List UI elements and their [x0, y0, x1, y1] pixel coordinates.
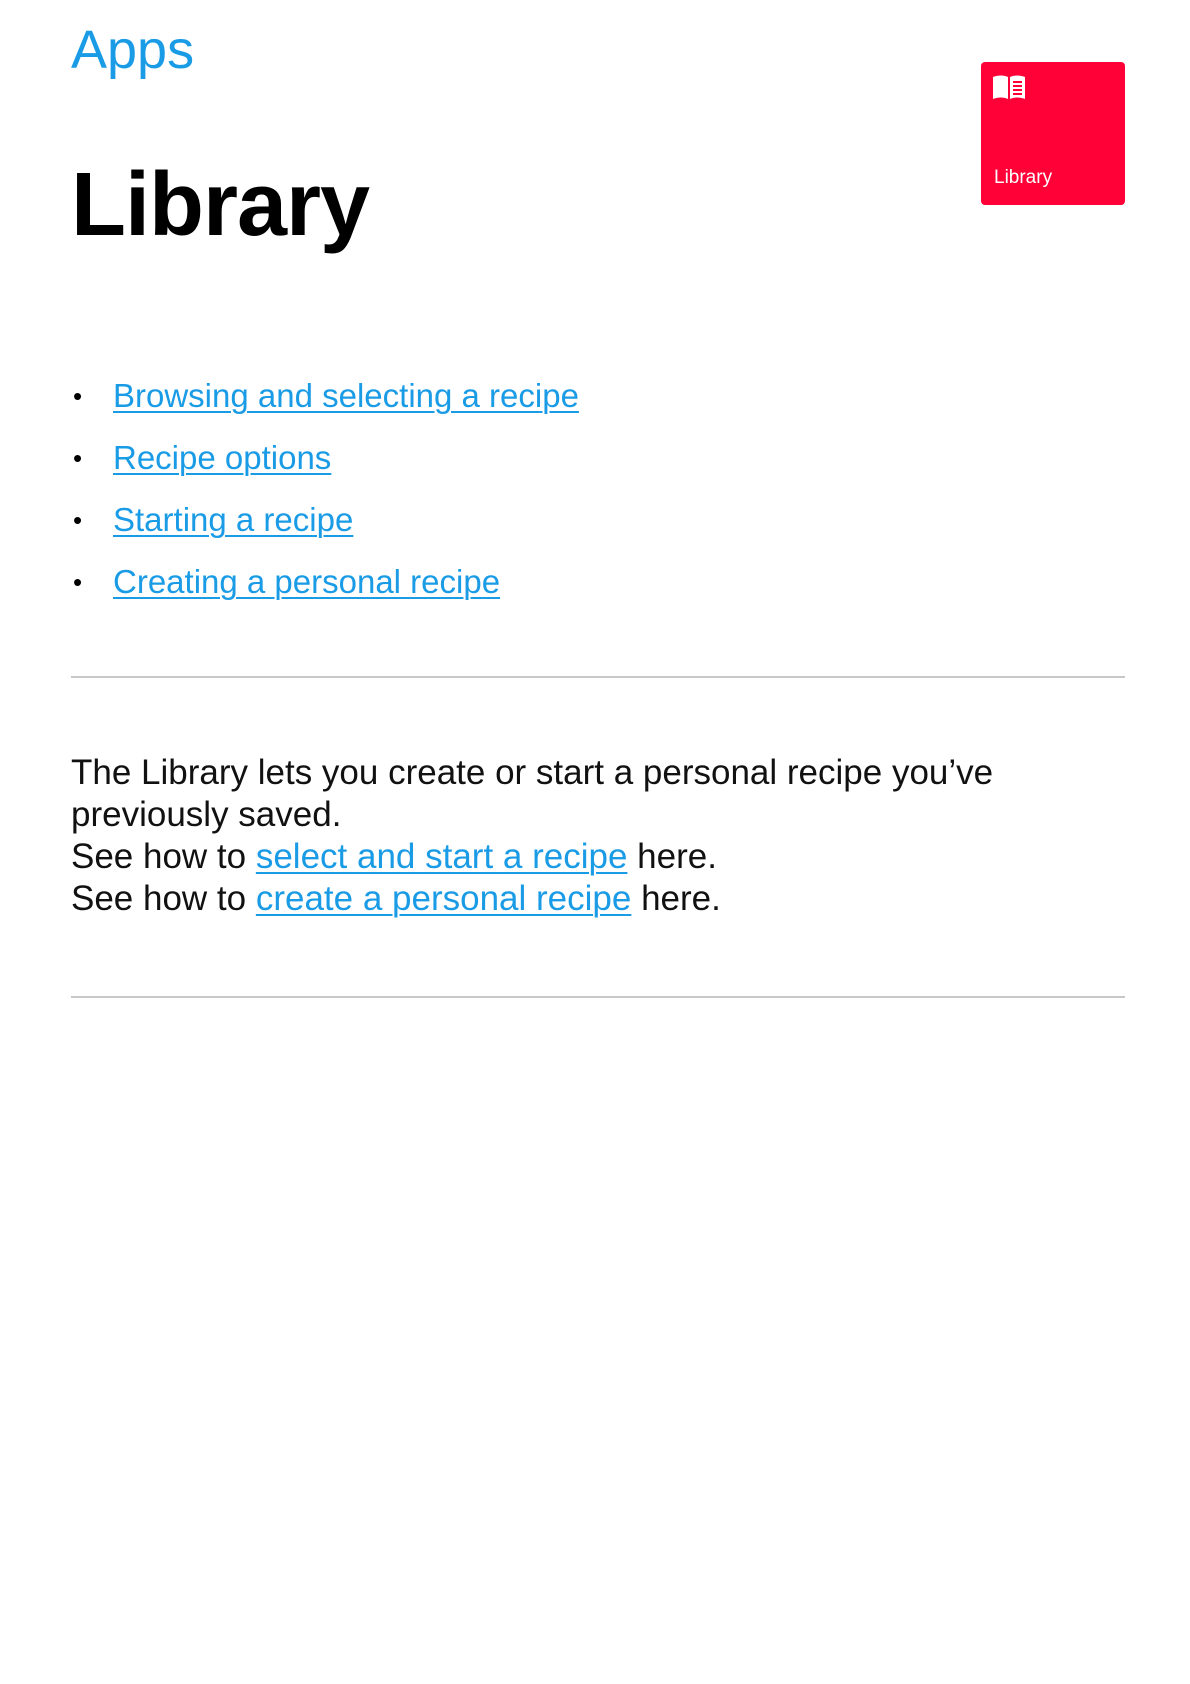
toc-item	[71, 495, 579, 557]
divider	[71, 996, 1125, 998]
toc-link-creating[interactable]: Creating a personal recipe	[113, 563, 501, 600]
create-personal-recipe-link[interactable]: create a personal recipe	[255, 879, 632, 918]
intro-line-prefix: See how to	[71, 837, 256, 876]
toc-item	[71, 557, 579, 619]
section-title: Apps	[71, 20, 195, 80]
page-title: Library	[71, 155, 370, 255]
book-icon	[992, 74, 1026, 100]
intro-text: The Library lets you create or start a personal recipe you’ve previously saved.	[71, 753, 994, 834]
toc-item	[71, 371, 579, 433]
intro-line-select	[71, 836, 1125, 878]
toc-link-recipe-options[interactable]: Recipe options	[113, 439, 332, 476]
divider	[71, 676, 1125, 678]
toc-link-starting[interactable]: Starting a recipe	[113, 501, 354, 538]
intro-section	[71, 752, 1125, 920]
bullet: •	[73, 381, 83, 411]
intro-line-prefix: See how to	[71, 879, 256, 918]
toc-link-browsing[interactable]: Browsing and selecting a recipe	[113, 377, 579, 414]
intro-line-suffix: here.	[631, 879, 721, 918]
table-of-contents	[71, 371, 579, 619]
intro-line-suffix: here.	[627, 837, 717, 876]
bullet: •	[73, 505, 83, 535]
bullet: •	[73, 567, 83, 597]
select-and-start-link[interactable]: select and start a recipe	[255, 837, 628, 876]
tile-label: Library	[994, 167, 1053, 188]
library-app-tile	[981, 62, 1125, 205]
toc-item	[71, 433, 579, 495]
intro-line-create	[71, 878, 1125, 920]
bullet: •	[73, 443, 83, 473]
